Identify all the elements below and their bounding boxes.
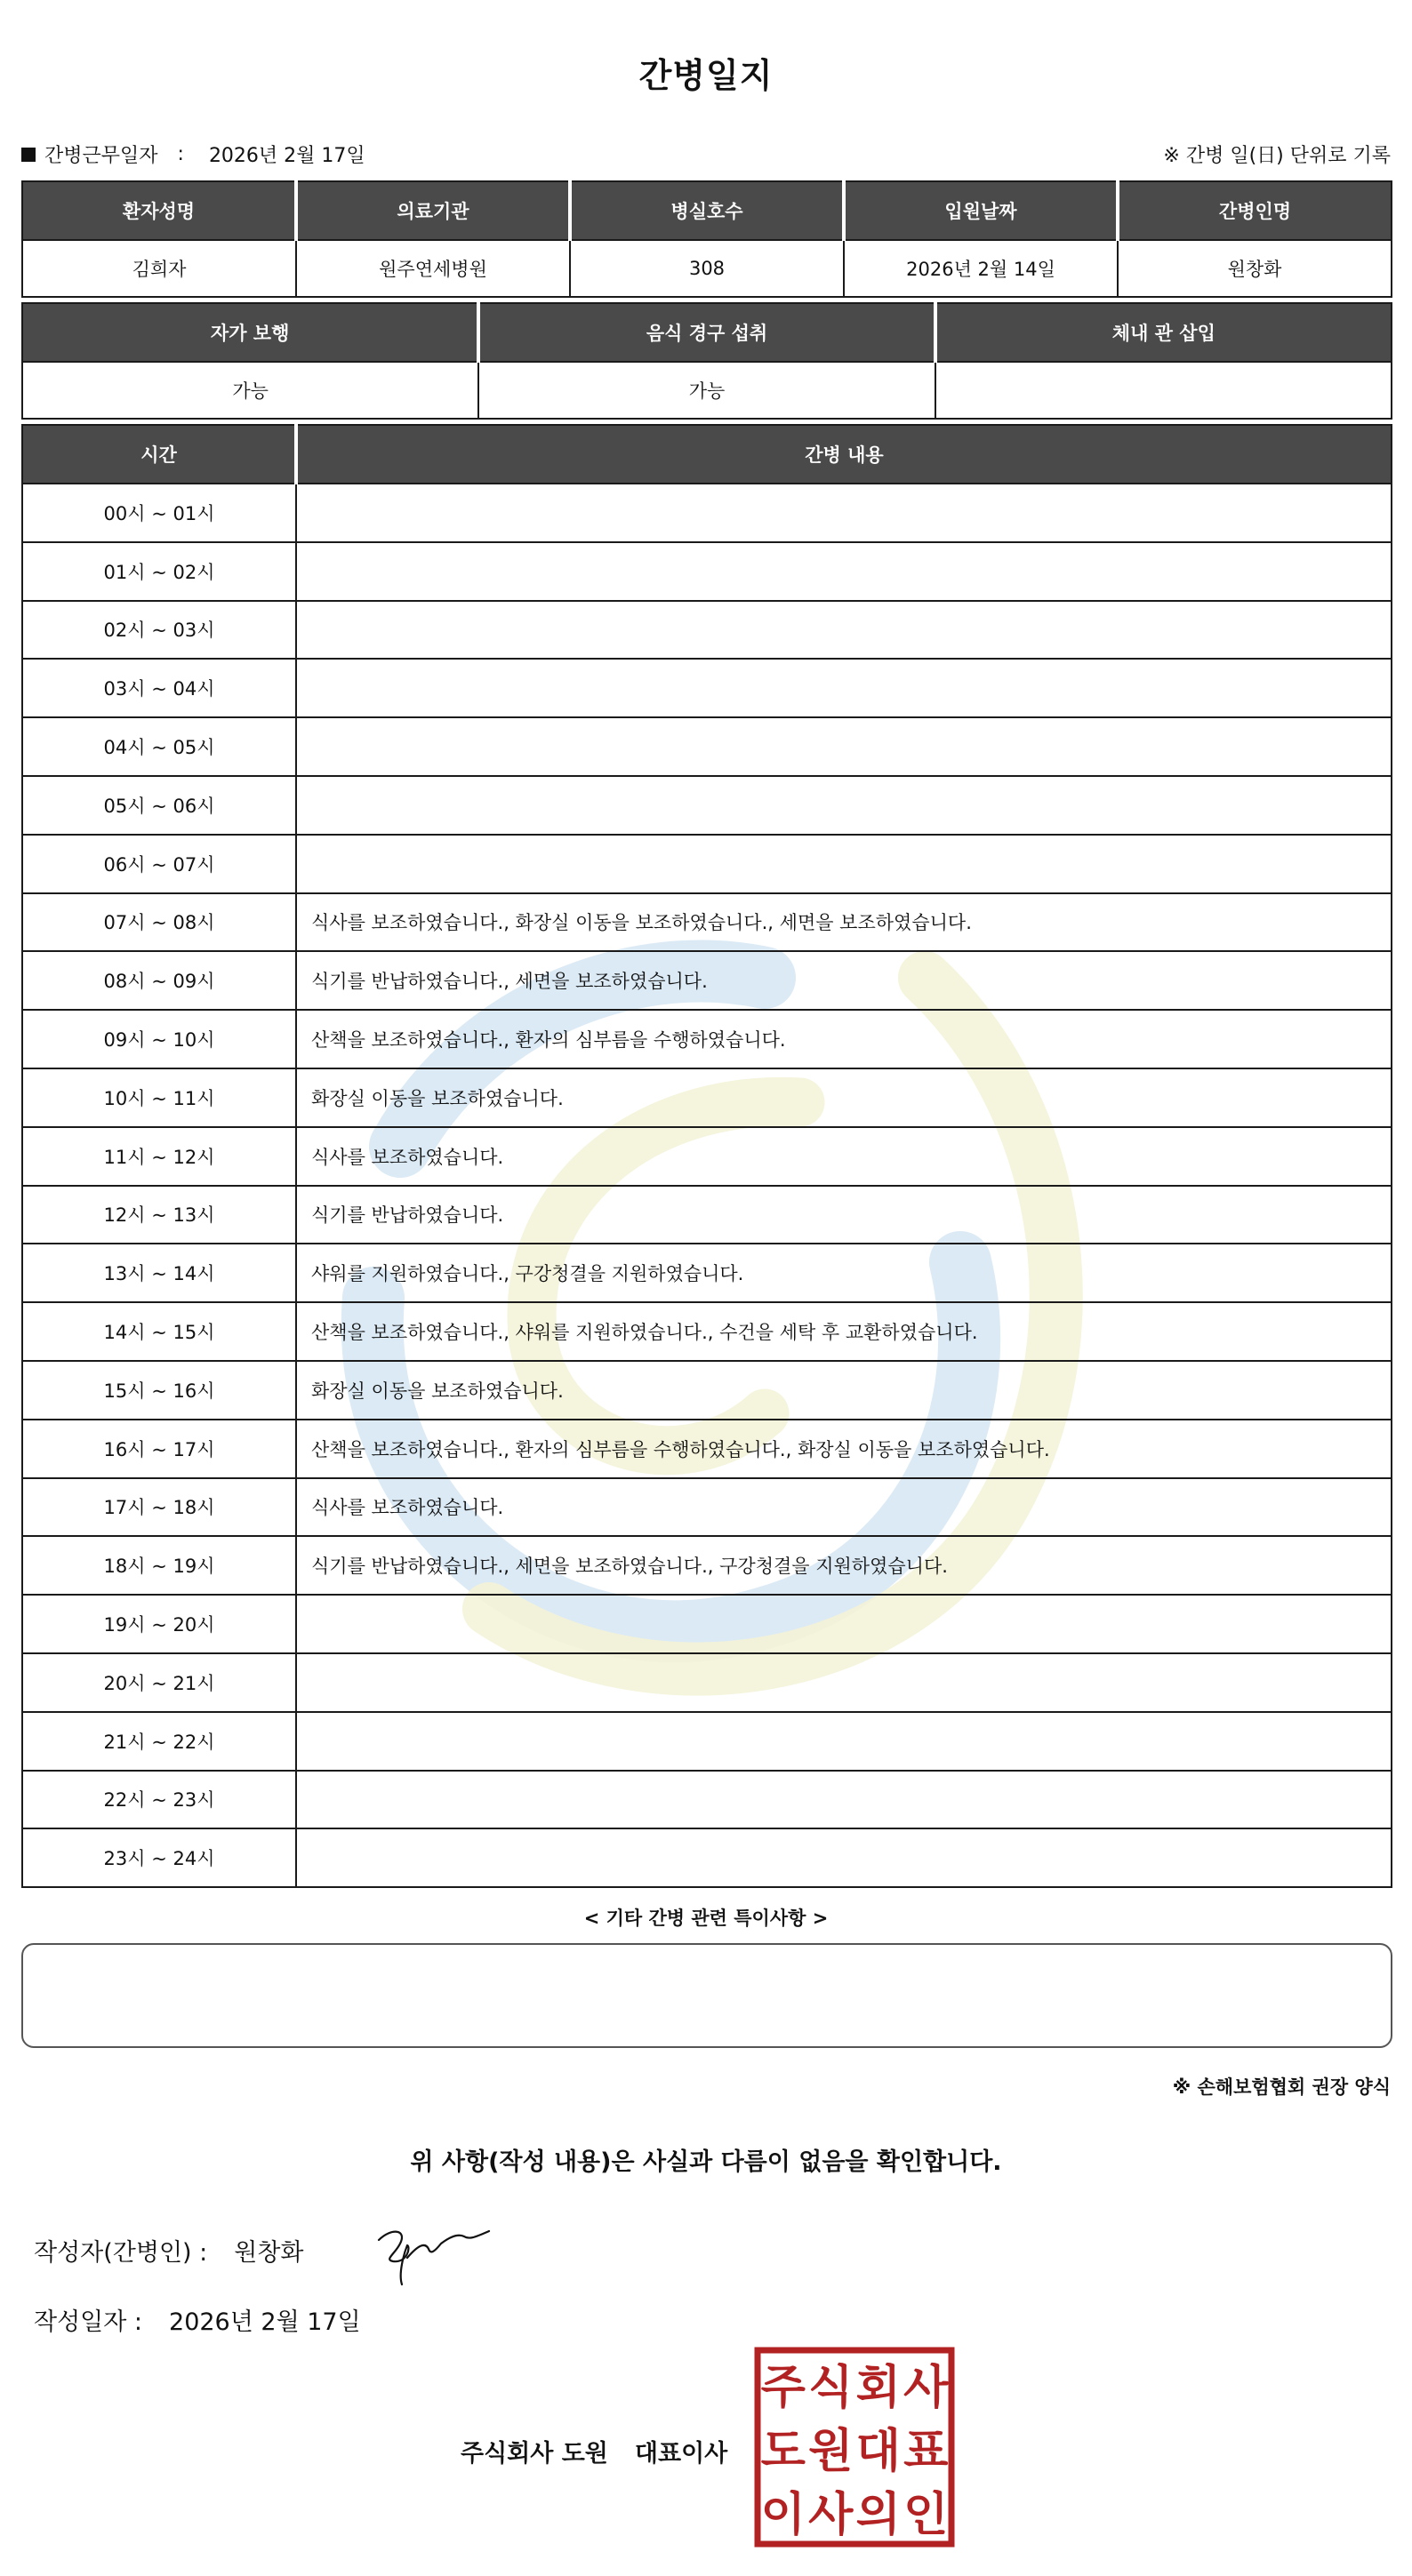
header-self-walking: 자가 보행 bbox=[22, 303, 478, 362]
seal-character: 사 bbox=[903, 2361, 949, 2415]
written-date-line bbox=[34, 2302, 361, 2337]
log-time-cell: 21시 ~ 22시 bbox=[22, 1712, 296, 1771]
written-date-value: 2026년 2월 17일 bbox=[169, 2308, 361, 2336]
log-time-cell: 16시 ~ 17시 bbox=[22, 1420, 296, 1478]
patient-value-row bbox=[22, 240, 1392, 297]
log-time-cell: 00시 ~ 01시 bbox=[22, 484, 296, 542]
work-date-line bbox=[21, 140, 365, 168]
work-date-label: 간병근무일자 bbox=[44, 145, 158, 167]
log-time-cell: 20시 ~ 21시 bbox=[22, 1653, 296, 1712]
seal-character: 의 bbox=[855, 2488, 901, 2542]
log-row bbox=[22, 1536, 1392, 1595]
seal-character: 회 bbox=[855, 2361, 901, 2415]
writer-label: 작성자(간병인) : bbox=[34, 2239, 208, 2267]
log-content-cell[interactable]: 식사를 보조하였습니다., 화장실 이동을 보조하였습니다., 세면을 보조하였습니다. bbox=[296, 893, 1392, 952]
log-time-cell: 11시 ~ 12시 bbox=[22, 1127, 296, 1186]
log-content-cell[interactable] bbox=[296, 542, 1392, 601]
log-time-cell: 10시 ~ 11시 bbox=[22, 1068, 296, 1127]
header-room: 병실호수 bbox=[570, 181, 844, 240]
log-time-cell: 06시 ~ 07시 bbox=[22, 835, 296, 893]
log-time-cell: 22시 ~ 23시 bbox=[22, 1771, 296, 1829]
written-date-label: 작성일자 : bbox=[34, 2308, 143, 2336]
log-time-cell: 02시 ~ 03시 bbox=[22, 601, 296, 660]
log-row bbox=[22, 776, 1392, 835]
seal-character: 대 bbox=[855, 2425, 901, 2478]
seal-character: 인 bbox=[903, 2488, 949, 2542]
log-row bbox=[22, 1127, 1392, 1186]
log-row bbox=[22, 1186, 1392, 1244]
colon-separator: : bbox=[177, 143, 184, 165]
log-content-cell[interactable] bbox=[296, 601, 1392, 660]
ceo-title: 대표이사 bbox=[634, 2440, 728, 2468]
header-time: 시간 bbox=[22, 425, 296, 484]
seal-character: 표 bbox=[903, 2425, 949, 2478]
header-care-content: 간병 내용 bbox=[296, 425, 1392, 484]
log-row bbox=[22, 1010, 1392, 1068]
log-content-cell[interactable]: 화장실 이동을 보조하였습니다. bbox=[296, 1361, 1392, 1420]
admission-date-cell[interactable]: 2026년 2월 14일 bbox=[844, 240, 1118, 297]
log-row bbox=[22, 659, 1392, 717]
seal-character: 도 bbox=[760, 2425, 806, 2478]
log-content-cell[interactable] bbox=[296, 835, 1392, 893]
log-content-cell[interactable]: 식기를 반납하였습니다. bbox=[296, 1186, 1392, 1244]
log-content-cell[interactable] bbox=[296, 484, 1392, 542]
log-content-cell[interactable]: 식사를 보조하였습니다. bbox=[296, 1478, 1392, 1537]
log-time-cell: 18시 ~ 19시 bbox=[22, 1536, 296, 1595]
patient-status-table bbox=[21, 302, 1392, 420]
log-time-cell: 15시 ~ 16시 bbox=[22, 1361, 296, 1420]
caregiver-name-cell[interactable]: 원창화 bbox=[1118, 240, 1392, 297]
log-content-cell[interactable] bbox=[296, 1828, 1392, 1887]
log-time-cell: 12시 ~ 13시 bbox=[22, 1186, 296, 1244]
log-content-cell[interactable] bbox=[296, 717, 1392, 776]
company-name: 주식회사 도원 bbox=[461, 2440, 608, 2468]
log-time-cell: 23시 ~ 24시 bbox=[22, 1828, 296, 1887]
log-content-cell[interactable]: 식사를 보조하였습니다. bbox=[296, 1127, 1392, 1186]
status-header-row bbox=[22, 303, 1392, 362]
seal-character: 식 bbox=[808, 2361, 854, 2415]
log-content-cell[interactable] bbox=[296, 659, 1392, 717]
log-row bbox=[22, 717, 1392, 776]
log-time-cell: 13시 ~ 14시 bbox=[22, 1244, 296, 1302]
log-content-cell[interactable]: 산책을 보조하였습니다., 샤워를 지원하였습니다., 수건을 세탁 후 교환하였습니다. bbox=[296, 1302, 1392, 1361]
header-admission-date: 입원날짜 bbox=[844, 181, 1118, 240]
seal-character: 사 bbox=[808, 2488, 854, 2542]
seal-character: 주 bbox=[760, 2361, 806, 2415]
log-row bbox=[22, 1361, 1392, 1420]
special-notes-box[interactable] bbox=[21, 1943, 1392, 2048]
log-row bbox=[22, 1712, 1392, 1771]
log-row bbox=[22, 1595, 1392, 1653]
square-bullet-icon bbox=[21, 148, 36, 162]
log-row bbox=[22, 1302, 1392, 1361]
header-tube-insertion: 체내 관 삽입 bbox=[935, 303, 1392, 362]
company-line bbox=[461, 2434, 727, 2468]
log-content-cell[interactable]: 식기를 반납하였습니다., 세면을 보조하였습니다. bbox=[296, 951, 1392, 1010]
writer-line bbox=[34, 2233, 304, 2268]
seal-character: 이 bbox=[760, 2488, 806, 2542]
log-time-cell: 07시 ~ 08시 bbox=[22, 893, 296, 952]
log-row bbox=[22, 542, 1392, 601]
header-oral-intake: 음식 경구 섭취 bbox=[478, 303, 935, 362]
log-time-cell: 14시 ~ 15시 bbox=[22, 1302, 296, 1361]
log-row bbox=[22, 1653, 1392, 1712]
log-row bbox=[22, 951, 1392, 1010]
log-time-cell: 04시 ~ 05시 bbox=[22, 717, 296, 776]
document-title: 간병일지 bbox=[638, 56, 774, 95]
seal-character: 원 bbox=[808, 2425, 854, 2478]
log-row bbox=[22, 1244, 1392, 1302]
record-unit-note: ※ 간병 일(日) 단위로 기록 bbox=[1163, 145, 1391, 167]
handwritten-signature bbox=[372, 2219, 496, 2290]
log-content-cell[interactable]: 산책을 보조하였습니다., 환자의 심부름을 수행하였습니다. bbox=[296, 1010, 1392, 1068]
patient-header-row bbox=[22, 181, 1392, 240]
log-content-cell[interactable] bbox=[296, 1771, 1392, 1829]
company-seal-stamp bbox=[754, 2347, 955, 2548]
log-row bbox=[22, 1420, 1392, 1478]
form-source-note: ※ 손해보험협회 권장 양식 bbox=[1172, 2076, 1391, 2098]
log-row bbox=[22, 601, 1392, 660]
log-content-cell[interactable] bbox=[296, 1653, 1392, 1712]
hospital-cell[interactable]: 원주연세병원 bbox=[296, 240, 570, 297]
log-row bbox=[22, 893, 1392, 952]
oral-intake-cell[interactable]: 가능 bbox=[478, 362, 935, 419]
log-content-cell[interactable]: 식기를 반납하였습니다., 세면을 보조하였습니다., 구강청결을 지원하였습니다. bbox=[296, 1536, 1392, 1595]
log-time-cell: 05시 ~ 06시 bbox=[22, 776, 296, 835]
log-content-cell[interactable] bbox=[296, 1712, 1392, 1771]
log-row bbox=[22, 1068, 1392, 1127]
log-header-row bbox=[22, 425, 1392, 484]
header-hospital: 의료기관 bbox=[296, 181, 570, 240]
log-row bbox=[22, 1771, 1392, 1829]
work-date-value: 2026년 2월 17일 bbox=[208, 145, 365, 167]
header-caregiver-name: 간병인명 bbox=[1118, 181, 1392, 240]
log-content-cell[interactable] bbox=[296, 776, 1392, 835]
header-patient-name: 환자성명 bbox=[22, 181, 296, 240]
log-time-cell: 08시 ~ 09시 bbox=[22, 951, 296, 1010]
log-time-cell: 03시 ~ 04시 bbox=[22, 659, 296, 717]
care-log-table bbox=[21, 424, 1392, 1888]
log-row bbox=[22, 484, 1392, 542]
log-row bbox=[22, 1828, 1392, 1887]
special-notes-title: < 기타 간병 관련 특이사항 > bbox=[583, 1908, 829, 1929]
log-time-cell: 01시 ~ 02시 bbox=[22, 542, 296, 601]
log-time-cell: 17시 ~ 18시 bbox=[22, 1478, 296, 1537]
tube-insertion-cell[interactable] bbox=[935, 362, 1392, 419]
log-time-cell: 19시 ~ 20시 bbox=[22, 1595, 296, 1653]
room-cell[interactable]: 308 bbox=[570, 240, 844, 297]
patient-name-cell[interactable]: 김희자 bbox=[22, 240, 296, 297]
log-content-cell[interactable]: 산책을 보조하였습니다., 환자의 심부름을 수행하였습니다., 화장실 이동을 보조하였습니다. bbox=[296, 1420, 1392, 1478]
writer-name: 원창화 bbox=[234, 2239, 304, 2267]
log-row bbox=[22, 1478, 1392, 1537]
patient-info-table bbox=[21, 180, 1392, 298]
log-content-cell[interactable]: 화장실 이동을 보조하였습니다. bbox=[296, 1068, 1392, 1127]
log-time-cell: 09시 ~ 10시 bbox=[22, 1010, 296, 1068]
log-content-cell[interactable]: 샤워를 지원하였습니다., 구강청결을 지원하였습니다. bbox=[296, 1244, 1392, 1302]
confirmation-statement: 위 사항(작성 내용)은 사실과 다름이 없음을 확인합니다. bbox=[410, 2148, 1002, 2176]
status-value-row bbox=[22, 362, 1392, 419]
log-row bbox=[22, 835, 1392, 893]
log-content-cell[interactable] bbox=[296, 1595, 1392, 1653]
self-walking-cell[interactable]: 가능 bbox=[22, 362, 478, 419]
